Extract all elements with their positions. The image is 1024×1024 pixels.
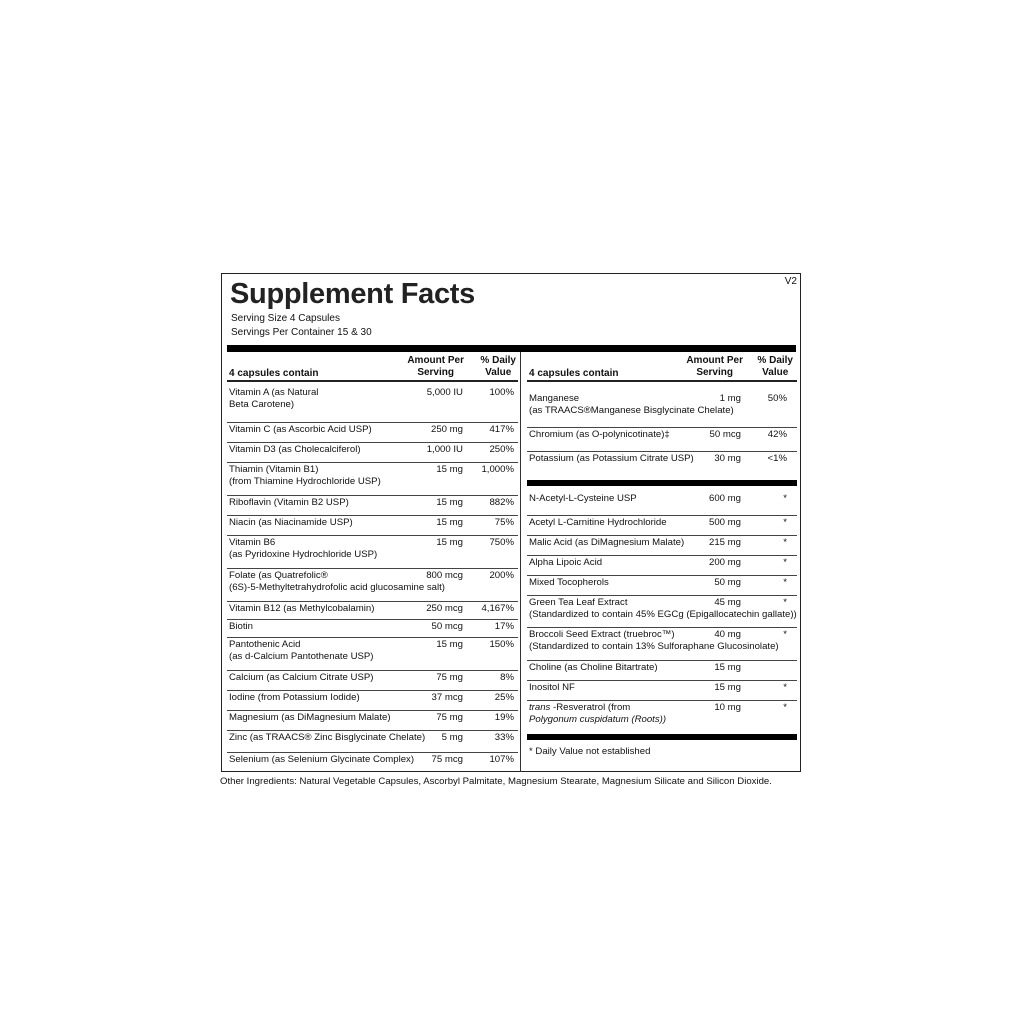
- nutrient-name: [229, 497, 349, 509]
- nutrient-row: [227, 385, 518, 423]
- nutrient-name-line: Beta Carotene): [229, 399, 295, 410]
- amount-per-serving: 30 mg: [714, 453, 741, 464]
- nutrient-row: [227, 568, 518, 602]
- amount-per-serving: 75 mg: [436, 712, 463, 723]
- daily-value: *: [783, 682, 787, 693]
- nutrient-name: [529, 597, 797, 621]
- serving-size: Serving Size 4 Capsules: [231, 313, 340, 324]
- nutrient-row: [527, 627, 797, 661]
- nutrient-name-line: Green Tea Leaf Extract: [529, 597, 628, 608]
- nutrient-name-line: Pantothenic Acid: [229, 639, 301, 650]
- nutrient-name: [529, 537, 684, 549]
- amount-per-serving: 50 mg: [714, 577, 741, 588]
- daily-value: 417%: [489, 424, 514, 435]
- nutrient-name-line: Mixed Tocopherols: [529, 577, 609, 588]
- right-column-header: [527, 352, 797, 382]
- nutrient-row: [527, 660, 797, 681]
- nutrient-name-line: Polygonum cuspidatum (Roots)): [529, 714, 667, 725]
- column-divider: [520, 352, 521, 772]
- daily-value: *: [783, 493, 787, 504]
- nutrient-row: [527, 535, 797, 556]
- daily-value: *: [783, 517, 787, 528]
- amount-per-serving: 500 mg: [709, 517, 741, 528]
- amount-per-serving: 37 mcg: [431, 692, 463, 703]
- daily-value: 107%: [489, 754, 514, 765]
- nutrient-name-line: Alpha Lipoic Acid: [529, 557, 603, 568]
- nutrient-name-line: Chromium (as O-polynicotinate)‡: [529, 429, 670, 440]
- amount-per-serving: 250 mcg: [426, 603, 463, 614]
- nutrient-name: [529, 493, 637, 505]
- nutrient-name-line: (as TRAACS®Manganese Bisglycinate Chelate): [529, 405, 734, 416]
- nutrient-row: [227, 462, 518, 496]
- nutrient-name-line: Biotin: [229, 621, 253, 632]
- nutrient-name-line: Folate (as Quatrefolic®: [229, 570, 328, 581]
- daily-value: 750%: [489, 537, 514, 548]
- nutrient-name-line: (as Pyridoxine Hydrochloride USP): [229, 549, 378, 560]
- header-amount: Amount Per Serving: [407, 355, 464, 378]
- amount-per-serving: 40 mg: [714, 629, 741, 640]
- nutrient-name: [229, 672, 373, 684]
- amount-per-serving: 5,000 IU: [426, 387, 463, 398]
- daily-value: 150%: [489, 639, 514, 650]
- version-code: V2: [784, 276, 797, 287]
- nutrient-name: [229, 517, 353, 529]
- header-contain: 4 capsules contain: [529, 368, 619, 379]
- daily-value: 19%: [494, 712, 514, 723]
- nutrient-name-line: Potassium (as Potassium Citrate USP): [529, 453, 694, 464]
- daily-value: *: [783, 537, 787, 548]
- nutrient-row: [227, 495, 518, 516]
- nutrient-name: [529, 429, 670, 441]
- amount-per-serving: 50 mcg: [431, 621, 463, 632]
- nutrient-name-line: Broccoli Seed Extract (truebroc™): [529, 629, 675, 640]
- daily-value: 200%: [489, 570, 514, 581]
- nutrient-name-line: Choline (as Choline Bitartrate): [529, 662, 658, 673]
- amount-per-serving: 10 mg: [714, 702, 741, 713]
- nutrient-row: [527, 680, 797, 701]
- daily-value: *: [783, 597, 787, 608]
- nutrient-name-line: Acetyl L-Carnitine Hydrochloride: [529, 517, 667, 528]
- amount-per-serving: 15 mg: [436, 537, 463, 548]
- nutrient-name: [229, 570, 445, 594]
- left-column-header: [227, 352, 518, 382]
- amount-per-serving: 15 mg: [436, 517, 463, 528]
- nutrient-row: [527, 491, 797, 516]
- nutrient-name: [529, 629, 779, 653]
- nutrient-row: [527, 595, 797, 628]
- amount-per-serving: 800 mcg: [426, 570, 463, 581]
- daily-value: 25%: [494, 692, 514, 703]
- daily-value: 50%: [767, 393, 787, 404]
- daily-value: <1%: [767, 453, 787, 464]
- header-amount: Amount Per Serving: [686, 355, 743, 378]
- nutrient-name-line: Thiamin (Vitamin B1): [229, 464, 319, 475]
- nutrient-name-line: Vitamin D3 (as Cholecalciferol): [229, 444, 361, 455]
- nutrient-name-line: (Standardized to contain 13% Sulforaphane Glucosinolate): [529, 641, 779, 652]
- daily-value: *: [783, 702, 787, 713]
- header-daily-value: % Daily Value: [757, 355, 793, 378]
- section-divider-bar: [527, 480, 797, 486]
- nutrient-row: [227, 690, 518, 711]
- nutrient-name-line: (from Thiamine Hydrochloride USP): [229, 476, 381, 487]
- amount-per-serving: 600 mg: [709, 493, 741, 504]
- nutrient-name-line: Calcium (as Calcium Citrate USP): [229, 672, 374, 683]
- footnote-text: * Daily Value not established: [529, 746, 651, 757]
- nutrient-name: [229, 732, 425, 744]
- nutrient-row: [227, 442, 518, 463]
- daily-value: 42%: [767, 429, 787, 440]
- nutrient-name: [229, 464, 381, 488]
- nutrient-name: [529, 557, 602, 569]
- panel-title: Supplement Facts: [230, 278, 475, 310]
- nutrient-name: [229, 603, 374, 615]
- nutrient-row: [527, 575, 797, 596]
- nutrient-name: [529, 662, 658, 674]
- daily-value: *: [783, 557, 787, 568]
- supplement-facts-panel: [221, 273, 801, 772]
- nutrient-name-line: (as d-Calcium Pantothenate USP): [229, 651, 374, 662]
- amount-per-serving: 250 mg: [431, 424, 463, 435]
- amount-per-serving: 75 mcg: [431, 754, 463, 765]
- amount-per-serving: 15 mg: [436, 464, 463, 475]
- daily-value: 882%: [489, 497, 514, 508]
- nutrient-name-line: N-Acetyl-L-Cysteine USP: [529, 493, 637, 504]
- daily-value: 8%: [500, 672, 514, 683]
- nutrient-name: [229, 754, 414, 766]
- nutrient-name: [229, 444, 361, 456]
- footnote: [527, 744, 797, 760]
- nutrient-name-line: Selenium (as Selenium Glycinate Complex): [229, 754, 415, 765]
- daily-value: 250%: [489, 444, 514, 455]
- daily-value: 4,167%: [481, 603, 514, 614]
- nutrient-name-line: Vitamin B6: [229, 537, 276, 548]
- daily-value: *: [783, 629, 787, 640]
- amount-per-serving: 50 mcg: [709, 429, 741, 440]
- nutrient-row: [227, 710, 518, 731]
- nutrient-row: [527, 451, 797, 475]
- daily-value: 75%: [494, 517, 514, 528]
- nutrient-name-line: Vitamin B12 (as Methylcobalamin): [229, 603, 375, 614]
- nutrient-name-line: Zinc (as TRAACS® Zinc Bisglycinate Chelate): [229, 732, 426, 743]
- nutrient-row: [527, 700, 797, 734]
- servings-per-container: Servings Per Container 15 & 30: [231, 327, 372, 338]
- nutrient-row: [227, 422, 518, 443]
- nutrient-row: [227, 515, 518, 536]
- nutrient-name-line: Vitamin A (as Natural: [229, 387, 319, 398]
- header-daily-value: % Daily Value: [480, 355, 516, 378]
- nutrient-row: [527, 391, 797, 428]
- amount-per-serving: 1 mg: [719, 393, 741, 404]
- nutrient-name-line: trans -Resveratrol (from: [529, 702, 631, 713]
- nutrient-name: [529, 393, 734, 417]
- daily-value: 100%: [489, 387, 514, 398]
- nutrient-name: [229, 692, 360, 704]
- nutrient-name-line: Iodine (from Potassium Iodide): [229, 692, 360, 703]
- nutrient-name: [229, 621, 253, 633]
- nutrient-row: [227, 752, 518, 774]
- amount-per-serving: 5 mg: [441, 732, 463, 743]
- daily-value: 17%: [494, 621, 514, 632]
- amount-per-serving: 15 mg: [714, 682, 741, 693]
- amount-per-serving: 75 mg: [436, 672, 463, 683]
- nutrient-name: [529, 577, 609, 589]
- amount-per-serving: 200 mg: [709, 557, 741, 568]
- daily-value: 33%: [494, 732, 514, 743]
- other-ingredients: Other Ingredients: Natural Vegetable Capsules, Ascorbyl Palmitate, Magnesium Stearate, Magnesium Silicate and Silicon Dioxide.: [220, 776, 772, 787]
- nutrient-name: [229, 712, 391, 724]
- amount-per-serving: 15 mg: [714, 662, 741, 673]
- nutrient-row: [227, 730, 518, 753]
- nutrient-row: [227, 601, 518, 620]
- daily-value: *: [783, 577, 787, 588]
- nutrient-name-line: (Standardized to contain 45% EGCg (Epigallocatechin gallate)): [529, 609, 797, 620]
- amount-per-serving: 15 mg: [436, 639, 463, 650]
- nutrient-name-line: Riboflavin (Vitamin B2 USP): [229, 497, 349, 508]
- nutrient-name: [229, 537, 377, 561]
- nutrient-name-line: (6S)-5-Methyltetrahydrofolic acid glucosamine salt): [229, 582, 445, 593]
- daily-value: 1,000%: [481, 464, 514, 475]
- nutrient-name: [229, 387, 318, 411]
- top-divider-bar: [227, 345, 796, 352]
- nutrient-name-line: Manganese: [529, 393, 580, 404]
- nutrient-name: [529, 517, 667, 529]
- nutrient-name-line: Magnesium (as DiMagnesium Malate): [229, 712, 391, 723]
- nutrient-name: [529, 453, 694, 465]
- nutrient-name: [529, 682, 575, 694]
- section-divider-bar: [527, 734, 797, 740]
- nutrient-name-line: Vitamin C (as Ascorbic Acid USP): [229, 424, 372, 435]
- nutrient-name: [229, 424, 372, 436]
- nutrient-name-line: Malic Acid (as DiMagnesium Malate): [529, 537, 685, 548]
- amount-per-serving: 1,000 IU: [426, 444, 463, 455]
- nutrient-row: [227, 619, 518, 638]
- nutrient-row: [227, 637, 518, 671]
- nutrient-row: [527, 555, 797, 576]
- header-contain: 4 capsules contain: [229, 368, 319, 379]
- nutrient-name: [529, 702, 666, 726]
- amount-per-serving: 215 mg: [709, 537, 741, 548]
- nutrient-name-line: Inositol NF: [529, 682, 575, 693]
- nutrient-name-line: Niacin (as Niacinamide USP): [229, 517, 353, 528]
- nutrient-name: [229, 639, 374, 663]
- amount-per-serving: 45 mg: [714, 597, 741, 608]
- nutrient-row: [227, 535, 518, 569]
- amount-per-serving: 15 mg: [436, 497, 463, 508]
- nutrient-row: [527, 515, 797, 536]
- nutrient-row: [227, 670, 518, 691]
- nutrient-row: [527, 427, 797, 452]
